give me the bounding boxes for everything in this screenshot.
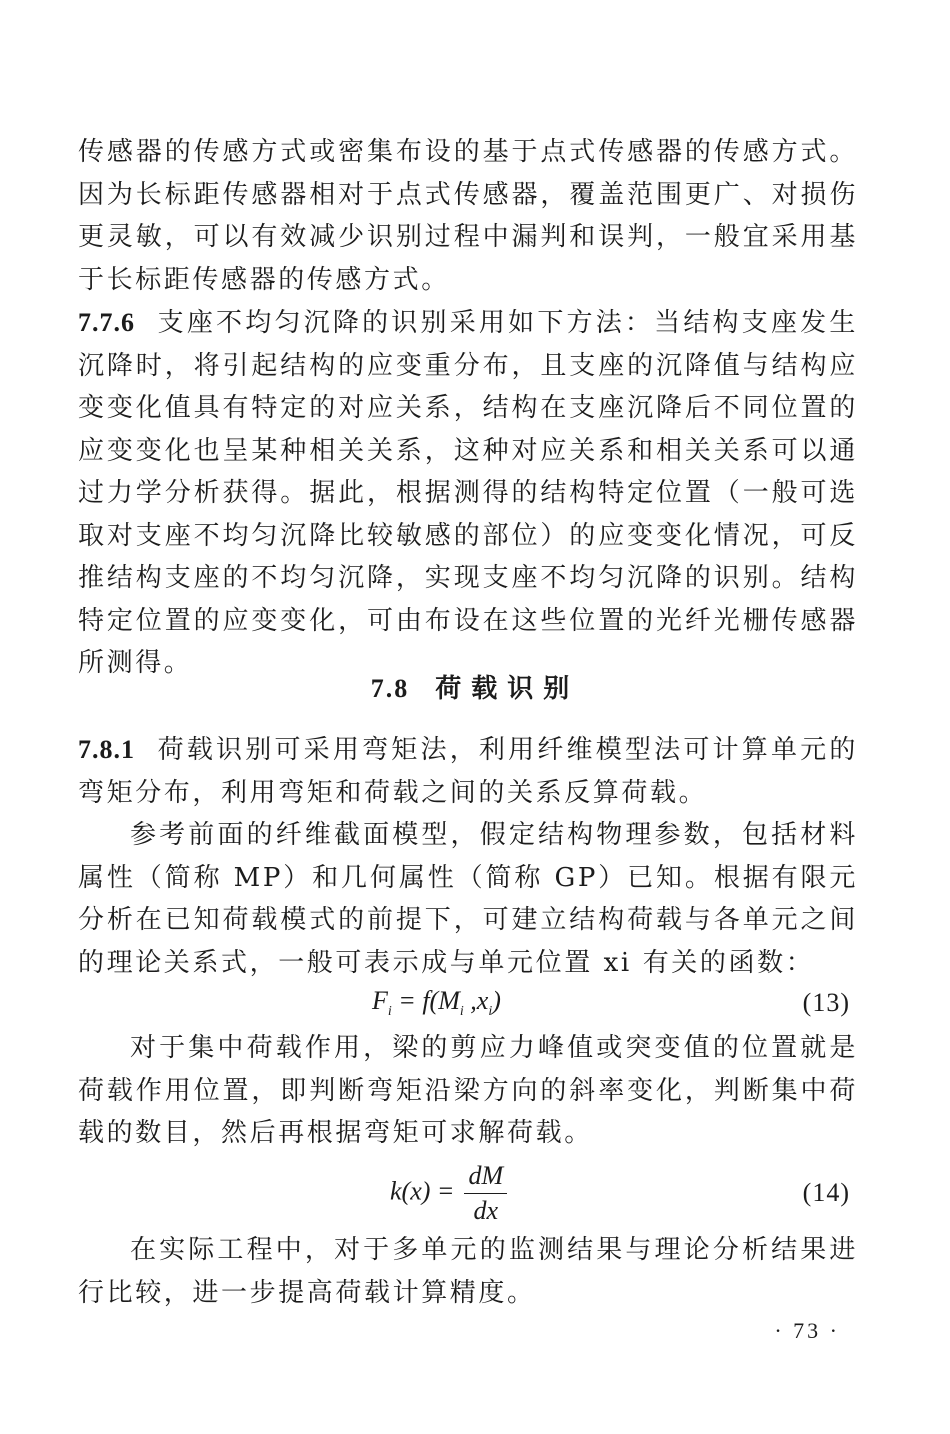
formula-14-expression: k(x) = $\frac{dM}{dx}$: [390, 1161, 507, 1226]
formula-13-number: (13): [802, 988, 850, 1017]
clause-number: 7.8.1: [78, 735, 135, 764]
paragraph-7-8-1: [78, 729, 858, 814]
formula-13-expression: $F_i = f(M_i$ $,x_i$): [372, 986, 501, 1020]
paragraph-engineering-practice: 在实际工程中，对于多单元的监测结果与理论分析结果进行比较，进一步提高荷载计算精度。: [78, 1235, 858, 1308]
clause-text: 支座不均匀沉降的识别采用如下方法：当结构支座发生沉降时，将引起结构的应变重分布，且支座的沉降值与结构应变变化值具有特定的对应关系，结构在支座沉降后不同位置的应变变化也呈某种相关关系，这种对应关系和相关关系可以通过力学分析获得。据此，根据测得的结构特定位置（一般可选取对支座不均匀沉降比较敏感的部位）的应变变化情况，可反推结构支座的不均匀沉降，实现支座不均匀沉降的识别。结构特定位置的应变变化，可由布设在这些位置的光纤光栅传感器所测得。: [78, 308, 858, 678]
formula-13: [78, 984, 858, 1024]
clause-text: 荷载识别可采用弯矩法，利用纤维模型法可计算单元的弯矩分布，利用弯矩和荷载之间的关系反算荷载。: [78, 735, 858, 808]
formula-14-number: (14): [802, 1178, 850, 1207]
fraction: $\frac{dM}{dx}$: [464, 1161, 507, 1226]
paragraph-concentrated-load: 对于集中荷载作用，梁的剪应力峰值或突变值的位置就是荷载作用位置，即判断弯矩沿梁方向的斜率变化，判断集中荷载的数目，然后再根据弯矩可求解荷载。: [78, 1033, 858, 1148]
clause-number: 7.7.6: [78, 308, 135, 337]
section-heading: [0, 668, 950, 705]
section-number: 7.8: [370, 674, 410, 703]
page-number: · 73 ·: [774, 1318, 840, 1343]
paragraph-7-7-6: [78, 302, 858, 685]
paragraph-sensing-method: 传感器的传感方式或密集布设的基于点式传感器的传感方式。因为长标距传感器相对于点式传感器，覆盖范围更广、对损伤更灵敏，可以有效减少识别过程中漏判和误判，一般宜采用基于长标距传感器的传感方式。: [78, 137, 858, 295]
section-title: 荷载识别: [435, 674, 580, 704]
paragraph-fiber-model: 参考前面的纤维截面模型，假定结构物理参数，包括材料属性（简称 MP）和几何属性（简称 GP）已知。根据有限元分析在已知荷载模式的前提下，可建立结构荷载与各单元之间的理论关系式，一般可表示成与单元位置 xi 有关的函数：: [78, 820, 858, 978]
formula-14: [78, 1158, 858, 1228]
